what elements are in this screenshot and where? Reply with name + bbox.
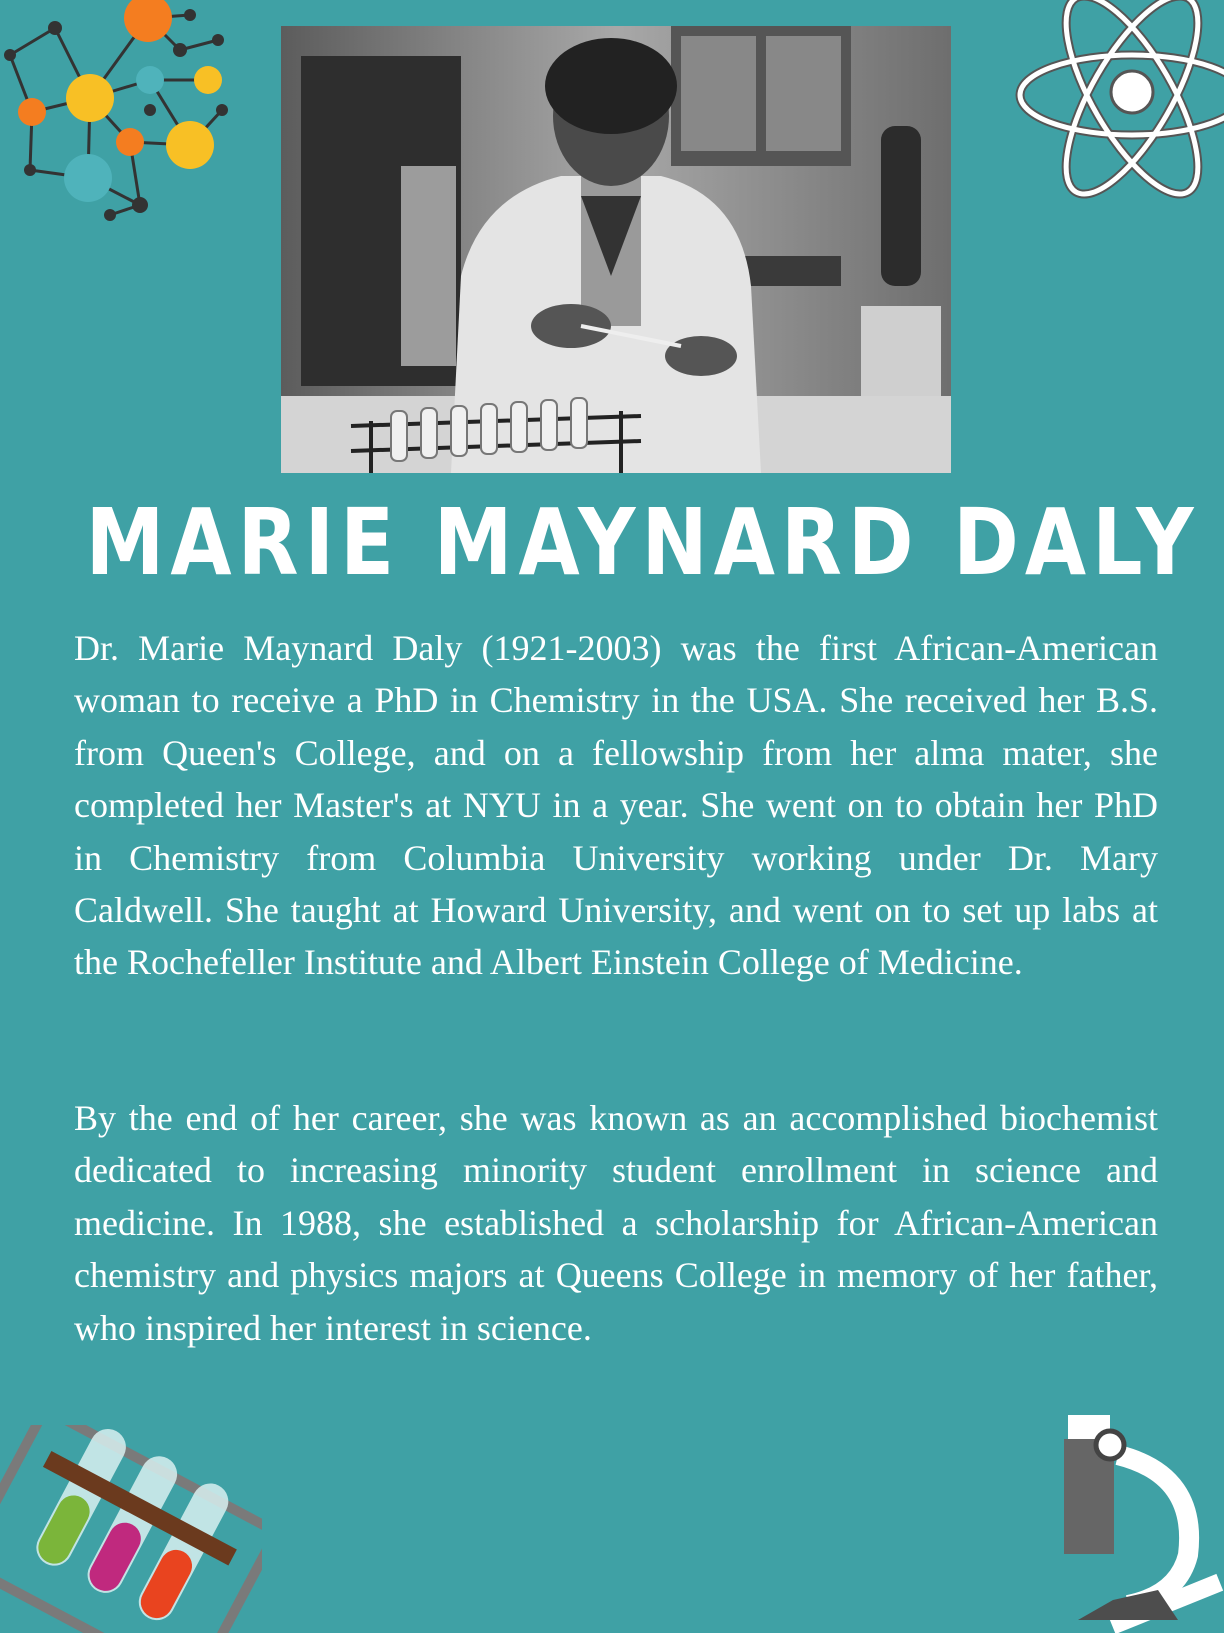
test-tubes-icon [0, 1425, 262, 1633]
portrait-photo [281, 26, 951, 473]
legacy-paragraph: By the end of her career, she was known as an accomplished biochemist dedicated to increasing minority student enrollment in science and medicine. In 1988, she established a scholarship for African-American chemistry and physics majors at Queens College in memory of her father, who inspired her interest in science. [74, 1098, 1158, 1348]
microscope-icon [1058, 1405, 1224, 1633]
atom-icon [1012, 0, 1224, 205]
molecule-icon [0, 0, 240, 225]
biography-paragraph: Dr. Marie Maynard Daly (1921-2003) was the first African-American woman to receive a PhD in Chemistry in the USA. She received her B.S. from Queen's College, and on a fellowship from her alma mater, she completed her Master's at NYU in a year. She went on to obtain her PhD in Chemistry from Columbia University working under Dr. Mary Caldwell. She taught at Howard University, and went on to set up labs at the Rochefeller Institute and Albert Einstein College of Medicine. [74, 628, 1158, 983]
page-title: MARIE MAYNARD DALY [85, 489, 1200, 596]
